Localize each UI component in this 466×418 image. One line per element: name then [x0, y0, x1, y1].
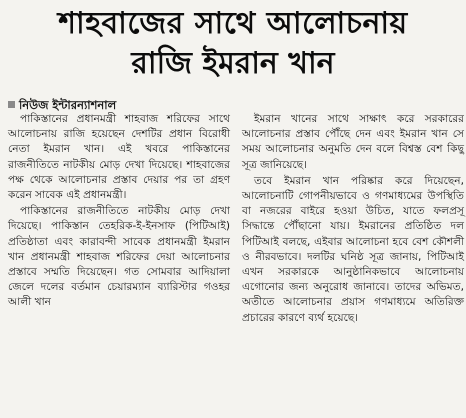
headline-line-2: রাজি ইমরান খান: [131, 46, 335, 81]
square-bullet-icon: [8, 101, 15, 108]
headline: [0, 4, 466, 84]
paragraph: তবে ইমরান খান পরিষ্কার করে দিয়েছেন, আলোচনাটি গোপনীয়ভাবে ও গণমাধ্যমের উপস্থিতি বা নজরের বাইরে হওয়া উচিত, যাতে ফলপ্রসূ সিদ্ধান্তে পৌঁছানো যায়। ইমরানের প্রতিষ্ঠিত দল পিটিআই বলছে, এইবার আলোচনা হবে বেশ কৌশলী ও নীরবভাবে। দলটির ঘনিষ্ঠ সূত্র জানায়, পিটিআই এখন সরকারকে আনুষ্ঠানিকভাবে আলোচনায় এগোনোর জন্য অনুরোধ জানাবে। তাদের অভিমত, অতীতে আলোচনার প্রয়াস গণমাধ্যমে অতিরিক্ত প্রচারের কারণে ব্যর্থ হয়েছে।: [242, 174, 464, 324]
byline-text: নিউজ ইন্টারন্যাশনাল: [19, 98, 117, 112]
headline-line-1: শাহবাজের সাথে আলোচনায়: [58, 6, 408, 41]
article-column-left: [8, 112, 230, 311]
paragraph: পাকিস্তানের রাজনীতিতে নাটকীয় মোড় দেখা দিয়েছে। পাকিস্তান তেহরিক-ই-ইনসাফ (পিটিআই) প্রতিষ্ঠাতা এবং কারাবন্দী সাবেক প্রধানমন্ত্রী ইমরান খান প্রধানমন্ত্রী শাহবাজ শরিফের দেয়া আলোচনার প্রস্তাবে সম্মতি দিয়েছেন। গত সোমবার আদিয়ালা জেলে দলের বর্তমান চেয়ারম্যান ব্যারিস্টার গওহর আলী খান: [8, 205, 230, 309]
paragraph: পাকিস্তানের প্রধানমন্ত্রী শাহবাজ শরিফের সাথে আলোচনায় রাজি হয়েছেন দেশটির প্রধান বিরোধী নেতা ইমরান খান। এই খবরে পাকিস্তানের রাজনীতিতে নাটকীয় মোড় দেখা দিয়েছে। শাহবাজের পক্ষ থেকে আলোচনার প্রস্তাব দেয়ার পর তা গ্রহণ করেন সাবেক এই প্রধানমন্ত্রী।: [8, 113, 230, 202]
paragraph: ইমরান খানের সাথে সাক্ষাৎ করে সরকারের আলোচনার প্রস্তাব পৌঁছে দেন এবং ইমরান খান সে সময় আলোচনার অনুমতি দেন বলে বিশ্বস্ত বেশ কিছু সূত্র জানিয়েছে।: [242, 113, 464, 171]
byline: [8, 98, 116, 112]
article-column-right: [242, 112, 464, 326]
